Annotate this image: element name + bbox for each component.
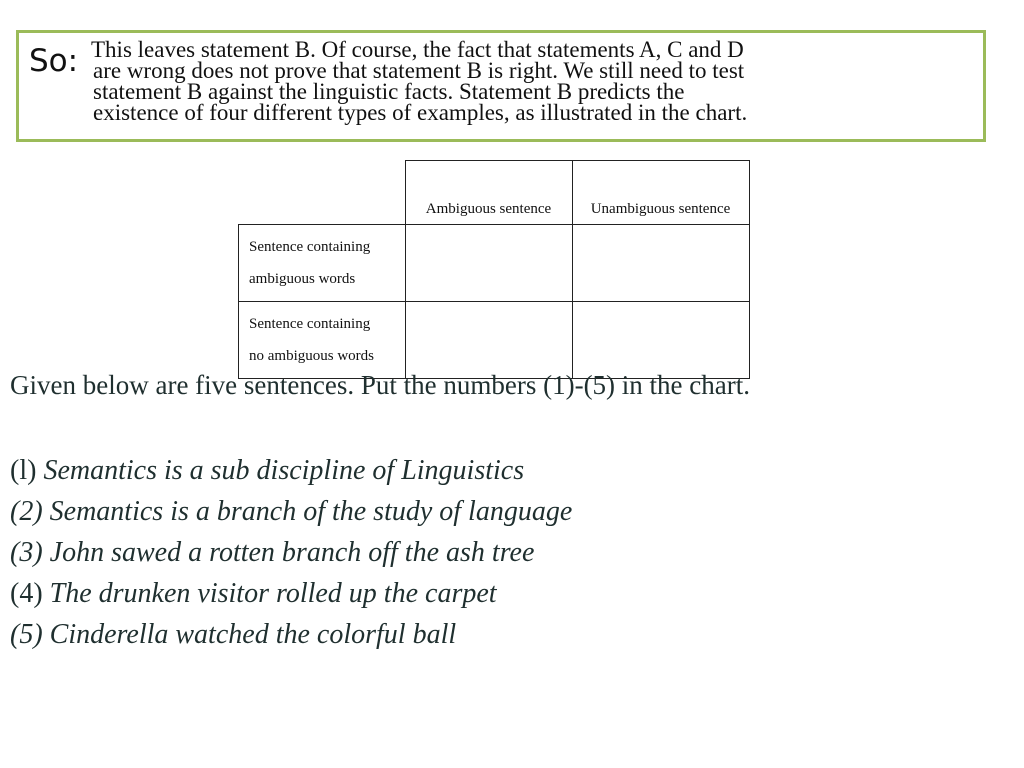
corner-cell [239,161,406,225]
example-list [10,450,572,655]
example-number: (5) [10,619,43,650]
callout-line: are wrong does not prove that statement B is right. We still need to test [93,58,745,83]
callout-box [16,30,986,142]
example-text: Semantics is a branch of the study of language [49,496,573,527]
row-header-line: Sentence containing [249,239,371,255]
so-label: So: [29,43,79,79]
example-text: The drunken visitor rolled up the carpet [49,578,497,609]
table-header-row [239,161,750,225]
example-text: John sawed a rotten branch off the ash tree [49,537,535,568]
row-header-no-ambiguous-words [239,302,406,379]
list-item [10,573,572,614]
callout-line: This leaves statement B. Of course, the fact that statements A, C and D [91,37,744,62]
example-number: (4) [10,578,43,609]
ambiguity-chart-table [238,160,750,379]
list-item [10,491,572,532]
table-cell [405,225,572,302]
table-cell [572,225,749,302]
example-number: (2) [10,496,43,527]
example-text: Cinderella watched the colorful ball [49,619,457,650]
col-header-ambiguous: Ambiguous sentence [405,161,572,225]
row-header-line: Sentence containing [249,316,371,332]
list-item [10,532,572,573]
example-number: (3) [10,537,43,568]
row-header-line: no ambiguous words [249,348,374,364]
table-row [239,225,750,302]
instruction-text: Given below are five sentences. Put the numbers (1)-(5) in the chart. [10,370,750,400]
list-item [10,614,572,655]
callout-line: existence of four different types of examples, as illustrated in the chart. [93,100,748,125]
row-header-ambiguous-words [239,225,406,302]
callout-text [91,39,921,123]
col-header-unambiguous: Unambiguous sentence [572,161,749,225]
example-number: (l) [10,455,37,486]
callout-line: statement B against the linguistic facts. Statement B predicts the [93,79,685,104]
list-item [10,450,572,491]
table-cell [572,302,749,379]
table-cell [405,302,572,379]
table-row [239,302,750,379]
example-text: Semantics is a sub discipline of Linguistics [43,455,525,486]
row-header-line: ambiguous words [249,271,356,287]
